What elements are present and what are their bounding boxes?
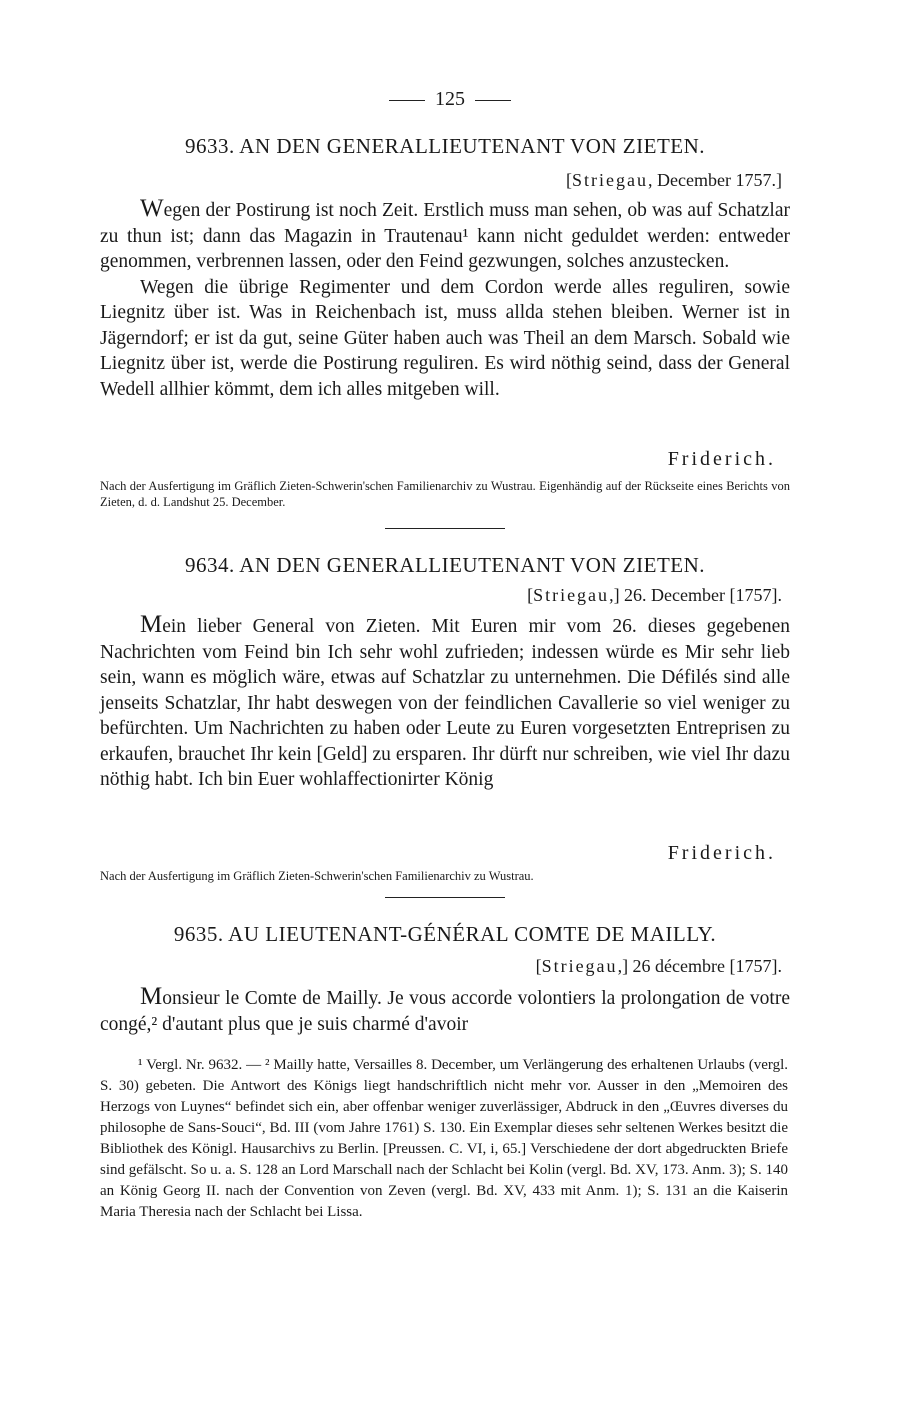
letter-9634-heading: 9634. AN DEN GENERALLIEUTENANT VON ZIETEN. — [184, 553, 706, 577]
letter-9634-paragraph-1: Mein lieber General von Zieten. Mit Euren mir vom 26. dieses gegebenen Nachrichten vom Feind bin Ich sehr wohl zufrieden; indessen würde es Mir sehr lieb sein, wann es möglich wäre, etwas auf Schatzlar zu unternehmen. Die Défilés sind alle jenseits Schatzlar, Ihr habt deswegen von der feindlichen Cavallerie so viel weniger zu befürchten. Um Nachrichten zu haben oder Leute zu Euren vorgesetzten Entreprisen zu erkaufen, brauchet Ihr kein [Geld] zu ersparen. Ihr dürft nur schreiben, wie viel Ihr dazu nöthig habt. Ich bin Euer wohlaffectionirter König — [100, 611, 790, 790]
page-number-dash-left — [389, 100, 425, 101]
letter-9635-heading: 9635. AU LIEUTENANT-GÉNÉRAL COMTE DE MAILLY. — [173, 922, 717, 946]
letter-9633-paragraph-2: Wegen die übrige Regimenter und dem Cordon werde alles reguliren, sowie Liegnitz über ist. Was in Reichenbach ist, muss allda stehen bleiben. Werner ist in Jägerndorf; er ist da gut, seine Güter haben auch was Theil an dem Marsch. Sobald wie Liegnitz über ist, werde die Postirung reguliren. Es wird nöthig seind, dass der General Wedell allhier kömmt, dem ich alles mitgeben will. — [100, 276, 790, 400]
letter-9634-source-note: Nach der Ausfertigung im Gräflich Zieten-Schwerin'schen Familienarchiv zu Wustrau. — [100, 869, 534, 883]
page-number — [0, 88, 900, 111]
letter-9633-dateline: [Striegau, December 1757.] — [566, 170, 782, 190]
letter-9633-paragraph-1: Wegen der Postirung ist noch Zeit. Erstlich muss man sehen, ob was auf Schatzlar zu thun ist; dann das Magazin in Trautenau¹ kann nicht geduldet werden: entweder genommen, verbrennen lassen, oder den Feind gezwungen, solches anzustecken. — [100, 195, 790, 272]
letter-9633-body — [100, 196, 790, 402]
letter-9635-paragraph-1: Monsieur le Comte de Mailly. Je vous accorde volontiers la prolongation de votre congé,² d'autant plus que je suis charmé d'avoir — [100, 983, 790, 1035]
letter-9634-body — [100, 612, 790, 793]
letter-9635-body — [100, 984, 790, 1037]
footnotes — [100, 1055, 788, 1223]
letter-9635-dateline: [Striegau,] 26 décembre [1757]. — [535, 956, 782, 976]
letter-9634-dateline: [Striegau,] 26. December [1757]. — [527, 585, 782, 605]
page-number-dash-right — [475, 100, 511, 101]
letter-9633-heading: 9633. AN DEN GENERALLIEUTENANT VON ZIETEN. — [184, 134, 706, 158]
letter-9633-signature: Friderich. — [667, 448, 776, 470]
section-divider-2 — [385, 897, 505, 898]
footnote-text: ¹ Vergl. Nr. 9632. — ² Mailly hatte, Versailles 8. December, um Verlängerung des erhaltenen Urlaubs (vergl. S. 30) gebeten. Die Antwort des Königs liegt handschriftlich nicht mehr vor. Ausser in den „Memoiren des Herzogs von Luynes“ befindet sich ein, aber offenbar weniger zuverlässiger, Abdruck in den „Œuvres diverses du philosophe de Sans-Souci“, Bd. III (vom Jahre 1761) S. 130. Ein Exemplar dieses sehr seltenen Werkes besitzt die Bibliothek des Königl. Hausarchivs zu Berlin. [Preussen. C. VI, i, 65.] Verschiedene der dort abgedruckten Briefe sind gefälscht. So u. a. S. 128 an Lord Marschall nach der Schlacht bei Kolin (vergl. Bd. XV, 173. Anm. 3); S. 140 an König Georg II. nach der Convention von Zeven (vergl. Bd. XV, 433 mit Anm. 1); S. 131 an die Kaiserin Maria Theresia nach der Schlacht bei Lissa. — [100, 1057, 788, 1220]
section-divider-1 — [385, 528, 505, 529]
page-number-text: 125 — [435, 88, 465, 110]
letter-9633-source-note: Nach der Ausfertigung im Gräflich Zieten-Schwerin'schen Familienarchiv zu Wustrau. Eigenhändig auf der Rückseite eines Berichts von Zieten, d. d. Landshut 25. December. — [100, 479, 790, 509]
letter-9634-signature: Friderich. — [667, 842, 776, 864]
